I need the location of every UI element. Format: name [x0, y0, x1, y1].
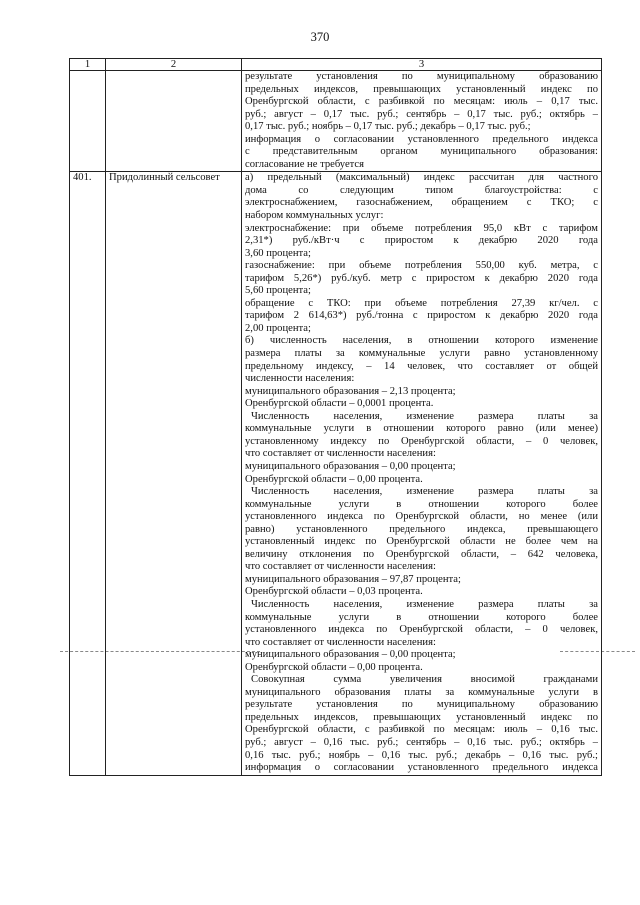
column-header-2: 2: [106, 59, 242, 71]
text-line: муниципального образования – 97,87 процента;: [245, 573, 461, 585]
text-line: руб.; август – 0,17 тыс. руб.; сентябрь – 0,17 тыс. руб.; октябрь –: [245, 108, 598, 120]
text-line: коммунальные услуги в отношении которого более: [245, 498, 598, 510]
text-line: предельных индексов, превышающих установленный индекс по: [245, 83, 598, 95]
text-line: электроснабжение: при объеме потребления 95,0 кВт с тарифом: [245, 222, 598, 234]
text-line: муниципального образования – 0,00 процента;: [245, 649, 456, 661]
text-line: предельному индексу, – 14 человек, что составляет от общей: [245, 360, 598, 372]
text-line: Численность населения, изменение размера платы за: [251, 410, 598, 422]
text-line: равно) установленного предельного индекса, превышающего: [245, 523, 598, 535]
text-line: информация о согласовании установленного предельного индекса: [245, 133, 598, 145]
text-line: что составляет от численности населения:: [245, 561, 436, 573]
text-line: коммунальные услуги в отношении которого равно (или менее): [245, 423, 598, 435]
text-line: Оренбургской области, с разбивкой по месяцам: июль – 0,17 тыс.: [245, 96, 598, 108]
text-line: 5,60 процента;: [245, 285, 311, 297]
text-line: Оренбургской области – 0,00 процента.: [245, 661, 423, 673]
row-number-cell: 401.: [70, 172, 106, 775]
row-number-cell: [70, 71, 106, 172]
text-line: согласование не требуется: [245, 158, 365, 170]
text-line: б) численность населения, в отношении которого изменение: [245, 335, 598, 347]
column-header-3: 3: [242, 59, 602, 71]
text-line: муниципального образования – 0,00 процента;: [245, 460, 456, 472]
text-line: 0,16 тыс. руб.; ноябрь – 0,16 тыс. руб.; декабрь – 0,16 тыс. руб.;: [245, 749, 598, 761]
text-line: Оренбургской области – 0,03 процента.: [245, 586, 423, 598]
text-line: с представительным органом муниципального образования:: [245, 146, 598, 158]
text-line: установленного индекса по Оренбургской области, – 0 человек,: [245, 624, 598, 636]
text-line: Совокупная сумма увеличения вносимой гражданами: [251, 674, 598, 686]
text-line: а) предельный (максимальный) индекс рассчитан для частного: [245, 172, 598, 184]
text-line: 2,00 процента;: [245, 322, 311, 334]
settlement-name-cell: Придолинный сельсовет: [106, 172, 242, 775]
column-header-1: 1: [70, 59, 106, 71]
text-line: численности населения:: [245, 373, 355, 385]
text-line: электроснабжением, газоснабжением, обращением с ТКО; с: [245, 197, 598, 209]
text-line: тарифом 5,26*) руб./куб. метр с приростом к декабрю 2020 года: [245, 272, 598, 284]
text-line: величину отклонения по Оренбургской области, – 642 человека,: [245, 548, 598, 560]
description-cell: [242, 71, 602, 172]
text-line: размера платы за коммунальные услуги равно установленному: [245, 348, 598, 360]
text-line: Оренбургской области – 0,0001 процента.: [245, 398, 434, 410]
text-line: установленного индекса по Оренбургской области, но менее (или: [245, 511, 598, 523]
page-number: 370: [310, 30, 330, 44]
document-table: [69, 58, 602, 776]
table-header-row: [70, 59, 602, 71]
text-line: установленный индекс по Оренбургской области не более чем на: [245, 536, 598, 548]
table-row-continuation: [70, 71, 602, 172]
text-line: руб.; август – 0,16 тыс. руб.; сентябрь – 0,16 тыс. руб.; октябрь –: [245, 736, 598, 748]
text-line: 3,60 процента;: [245, 247, 311, 259]
text-line: обращение с ТКО: при объеме потребления 27,39 кг/чел. с: [245, 297, 598, 309]
text-line: 2,31*) руб./кВт·ч с приростом к декабрю 2020 года: [245, 235, 598, 247]
text-line: результате установления по муниципальному образованию: [245, 71, 598, 82]
text-line: набором коммунальных услуг:: [245, 210, 384, 222]
text-line: муниципального образования – 2,13 процента;: [245, 385, 456, 397]
text-line: предельных индексов, превышающих установленный индекс по: [245, 711, 598, 723]
text-line: Оренбургской области, с разбивкой по месяцам: июль – 0,16 тыс.: [245, 724, 598, 736]
text-line: информация о согласовании установленного предельного индекса: [245, 762, 598, 774]
text-line: Оренбургской области – 0,00 процента.: [245, 473, 423, 485]
text-line: что составляет от численности населения:: [245, 448, 436, 460]
text-line: Численность населения, изменение размера платы за: [251, 486, 598, 498]
text-line: что составляет от численности населения:: [245, 636, 436, 648]
text-line: дома со следующим типом благоустройства: с: [245, 184, 598, 196]
text-line: муниципального образования платы за коммунальные услуги в: [245, 686, 598, 698]
description-cell: [242, 172, 602, 775]
table-row-401: [70, 172, 602, 775]
text-line: коммунальные услуги в отношении которого более: [245, 611, 598, 623]
text-line: тарифом 2 614,63*) руб./тонна с приростом к декабрю 2020 года: [245, 310, 598, 322]
text-line: результате установления по муниципальному образованию: [245, 699, 598, 711]
settlement-name-cell: [106, 71, 242, 172]
text-line: Численность населения, изменение размера платы за: [251, 598, 598, 610]
text-line: 0,17 тыс. руб.; ноябрь – 0,17 тыс. руб.; декабрь – 0,17 тыс. руб.;: [245, 121, 531, 133]
text-line: установленному индексу по Оренбургской области, – 0 человек,: [245, 435, 598, 447]
text-line: газоснабжение: при объеме потребления 550,00 куб. метра, с: [245, 260, 598, 272]
